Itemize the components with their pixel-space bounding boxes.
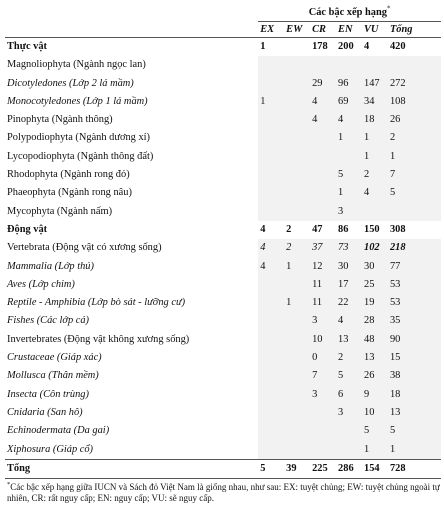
header-blank-cell (5, 22, 258, 38)
value-cell: 13 (362, 349, 388, 367)
value-cell: 39 (284, 459, 310, 478)
value-cell: 73 (336, 239, 362, 257)
value-cell (284, 166, 310, 184)
value-cell: 4 (336, 312, 362, 330)
header-group-title: Các bậc xếp hạng* (308, 4, 391, 18)
value-cell (388, 203, 441, 221)
row-label: Mammalia (Lớp thú) (7, 260, 94, 272)
value-cell: 4 (258, 239, 284, 257)
value-cell: 178 (312, 41, 328, 52)
value-cell (284, 111, 310, 129)
header-corner (5, 4, 258, 22)
value-cell (258, 203, 284, 221)
row-label: Polypodiophyta (Ngành dương xỉ) (7, 132, 151, 144)
value-cell (258, 422, 284, 440)
row-label: Pinophyta (Ngành thông) (7, 114, 113, 126)
value-cell (284, 38, 310, 57)
value-cell (336, 441, 362, 460)
value-cell: 2 (284, 239, 310, 257)
value-cell: 35 (388, 312, 441, 330)
value-cell (362, 56, 388, 74)
value-cell: 728 (388, 459, 441, 478)
value-cell: 2 (362, 166, 388, 184)
value-cell: 1 (362, 148, 388, 166)
value-cell: 1 (284, 258, 310, 276)
value-cell (258, 166, 284, 184)
row-label: Động vật (7, 223, 48, 235)
value-cell: 34 (362, 93, 388, 111)
value-cell: 29 (310, 75, 336, 93)
header-group-row (5, 4, 441, 22)
value-cell (284, 184, 310, 202)
value-cell: 108 (388, 93, 441, 111)
value-cell: 147 (362, 75, 388, 93)
value-cell: 5 (362, 422, 388, 440)
row-label: Magnoliophyta (Ngành ngọc lan) (7, 59, 146, 71)
value-cell (362, 203, 388, 221)
footnote: *Các bậc xếp hạng giữa IUCN và Sách đỏ Việt Nam là giống nhau, như sau: EX: tuyệt chủng; EW: tuyệt chủng ngoài tự nhiên, CR: rất nguy cấp; EN: nguy cấp; VU: sẽ nguy cấp. (7, 481, 440, 504)
value-cell (310, 441, 336, 460)
value-cell (258, 404, 284, 422)
value-cell: 5 (336, 367, 362, 385)
value-cell: 28 (362, 312, 388, 330)
value-cell: 47 (312, 223, 323, 235)
value-cell: 90 (388, 331, 441, 349)
header-col-vu: VU (362, 22, 388, 38)
row-label: Thực vật (7, 41, 48, 52)
table-row (5, 276, 441, 294)
value-cell: 38 (388, 367, 441, 385)
red-list-status-table (5, 4, 441, 479)
table-body (5, 38, 441, 479)
row-label: Phaeophyta (Ngành rong nâu) (7, 187, 132, 199)
table-row (5, 367, 441, 385)
table-row (5, 166, 441, 184)
value-cell: 1 (362, 129, 388, 147)
row-label: Fishes (Các lớp cá) (7, 315, 90, 327)
value-cell (310, 166, 336, 184)
value-cell: 4 (310, 93, 336, 111)
value-cell: 1 (362, 441, 388, 460)
row-label: Rhodophyta (Ngành rong đỏ) (7, 169, 130, 181)
value-cell: 102 (362, 239, 388, 257)
value-cell: 5 (388, 184, 441, 202)
table-row (5, 422, 441, 440)
header-col-total: Tổng (388, 22, 441, 38)
value-cell: 37 (310, 239, 336, 257)
value-cell (258, 441, 284, 460)
value-cell (284, 367, 310, 385)
row-label: Insecta (Côn trùng) (7, 388, 89, 400)
value-cell: 7 (310, 367, 336, 385)
value-cell (284, 276, 310, 294)
value-cell (388, 56, 441, 74)
value-cell (258, 184, 284, 202)
value-cell (336, 422, 362, 440)
value-cell: 53 (388, 276, 441, 294)
value-cell: 2 (286, 223, 292, 235)
value-cell: 3 (336, 203, 362, 221)
table-row (5, 441, 441, 460)
value-cell: 1 (336, 184, 362, 202)
row-label: Monocotyledones (Lớp 1 lá mầm) (7, 95, 148, 107)
value-cell (258, 129, 284, 147)
header-col-cr: CR (310, 22, 336, 38)
value-cell (310, 56, 336, 74)
value-cell: 1 (388, 441, 441, 460)
value-cell: 53 (388, 294, 441, 312)
row-label: Xiphosura (Giáp cổ) (7, 443, 94, 455)
value-cell (284, 349, 310, 367)
value-cell (258, 111, 284, 129)
value-cell: 4 (260, 223, 266, 235)
row-label: Cnidaria (San hô) (7, 406, 83, 418)
value-cell: 4 (258, 258, 284, 276)
value-cell: 0 (310, 349, 336, 367)
value-cell: 1 (258, 93, 284, 111)
row-label: Crustaceae (Giáp xác) (7, 352, 102, 364)
value-cell (310, 184, 336, 202)
header-col-en: EN (336, 22, 362, 38)
value-cell: 225 (310, 459, 336, 478)
value-cell: 4 (310, 111, 336, 129)
value-cell (258, 276, 284, 294)
value-cell: 218 (388, 239, 441, 257)
table-row (5, 312, 441, 330)
row-label: Lycopodiophyta (Ngành thông đất) (7, 150, 154, 162)
value-cell (336, 148, 362, 166)
value-cell (284, 441, 310, 460)
value-cell (284, 148, 310, 166)
table-row (5, 148, 441, 166)
value-cell: 3 (310, 386, 336, 404)
value-cell (284, 56, 310, 74)
value-cell (258, 331, 284, 349)
value-cell (310, 203, 336, 221)
value-cell (284, 203, 310, 221)
row-label: Dicotyledones (Lớp 2 lá mầm) (7, 77, 134, 89)
value-cell (284, 404, 310, 422)
value-cell (284, 422, 310, 440)
value-cell: 4 (336, 111, 362, 129)
value-cell: 5 (258, 459, 284, 478)
value-cell (284, 75, 310, 93)
table-row (5, 349, 441, 367)
value-cell: 200 (338, 41, 354, 52)
value-cell: 17 (336, 276, 362, 294)
value-cell (284, 129, 310, 147)
value-cell: 272 (388, 75, 441, 93)
value-cell (284, 312, 310, 330)
value-cell: 2 (388, 129, 441, 147)
value-cell: 3 (310, 312, 336, 330)
value-cell: 86 (338, 223, 349, 235)
row-label: Vertebrata (Động vật có xương sống) (7, 242, 162, 254)
value-cell: 15 (388, 349, 441, 367)
value-cell: 154 (362, 459, 388, 478)
table-row (5, 111, 441, 129)
table-row (5, 56, 441, 74)
value-cell: 18 (388, 386, 441, 404)
value-cell: 4 (364, 41, 370, 52)
table-row (5, 386, 441, 404)
row-label: Invertebrates (Động vật không xương sống) (7, 333, 190, 345)
value-cell: 1 (284, 294, 310, 312)
value-cell (284, 331, 310, 349)
value-cell (310, 404, 336, 422)
row-label: Echinodermata (Da gai) (7, 425, 110, 437)
value-cell: 48 (362, 331, 388, 349)
row-label: Mycophyta (Ngành nấm) (7, 205, 113, 217)
table-group-row (5, 221, 441, 239)
value-cell: 13 (388, 404, 441, 422)
value-cell (258, 349, 284, 367)
value-cell: 25 (362, 276, 388, 294)
table-row (5, 239, 441, 257)
header-col-ew: EW (284, 22, 310, 38)
value-cell: 77 (388, 258, 441, 276)
value-cell: 11 (310, 294, 336, 312)
value-cell (258, 312, 284, 330)
table-row (5, 258, 441, 276)
value-cell: 1 (260, 41, 266, 52)
value-cell: 18 (362, 111, 388, 129)
value-cell: 10 (310, 331, 336, 349)
value-cell: 19 (362, 294, 388, 312)
table-group-row (5, 38, 441, 57)
value-cell (258, 56, 284, 74)
table-row (5, 203, 441, 221)
header-col-ex: EX (258, 22, 284, 38)
value-cell: 420 (389, 41, 406, 52)
value-cell (258, 294, 284, 312)
value-cell: 13 (336, 331, 362, 349)
row-label: Aves (Lớp chim) (7, 278, 75, 290)
value-cell: 4 (362, 184, 388, 202)
value-cell (336, 56, 362, 74)
table-row (5, 184, 441, 202)
row-label: Reptile - Amphibia (Lớp bò sát - lưỡng cư) (7, 297, 186, 309)
value-cell (258, 148, 284, 166)
value-cell: 3 (336, 404, 362, 422)
value-cell: 30 (336, 258, 362, 276)
value-cell: 7 (388, 166, 441, 184)
value-cell: 286 (336, 459, 362, 478)
value-cell (310, 148, 336, 166)
value-cell: 10 (362, 404, 388, 422)
value-cell (284, 386, 310, 404)
value-cell: 26 (388, 111, 441, 129)
table-row (5, 404, 441, 422)
value-cell: 22 (336, 294, 362, 312)
value-cell: 30 (362, 258, 388, 276)
row-label: Tổng (5, 459, 258, 478)
value-cell: 1 (388, 148, 441, 166)
value-cell: 1 (336, 129, 362, 147)
table-row (5, 75, 441, 93)
table-row (5, 93, 441, 111)
value-cell (310, 422, 336, 440)
value-cell: 308 (389, 223, 406, 235)
value-cell: 150 (364, 223, 380, 235)
value-cell: 2 (336, 349, 362, 367)
value-cell: 69 (336, 93, 362, 111)
header-codes-row (5, 22, 441, 38)
value-cell: 96 (336, 75, 362, 93)
table-row (5, 129, 441, 147)
value-cell: 12 (310, 258, 336, 276)
value-cell: 6 (336, 386, 362, 404)
value-cell: 5 (388, 422, 441, 440)
value-cell: 5 (336, 166, 362, 184)
table-total-row (5, 459, 441, 478)
value-cell: 11 (310, 276, 336, 294)
row-label: Mollusca (Thân mềm) (7, 370, 99, 382)
value-cell (284, 93, 310, 111)
value-cell (258, 75, 284, 93)
table-row (5, 294, 441, 312)
value-cell: 9 (362, 386, 388, 404)
value-cell (258, 367, 284, 385)
value-cell: 26 (362, 367, 388, 385)
value-cell (310, 129, 336, 147)
table-row (5, 331, 441, 349)
value-cell (258, 386, 284, 404)
